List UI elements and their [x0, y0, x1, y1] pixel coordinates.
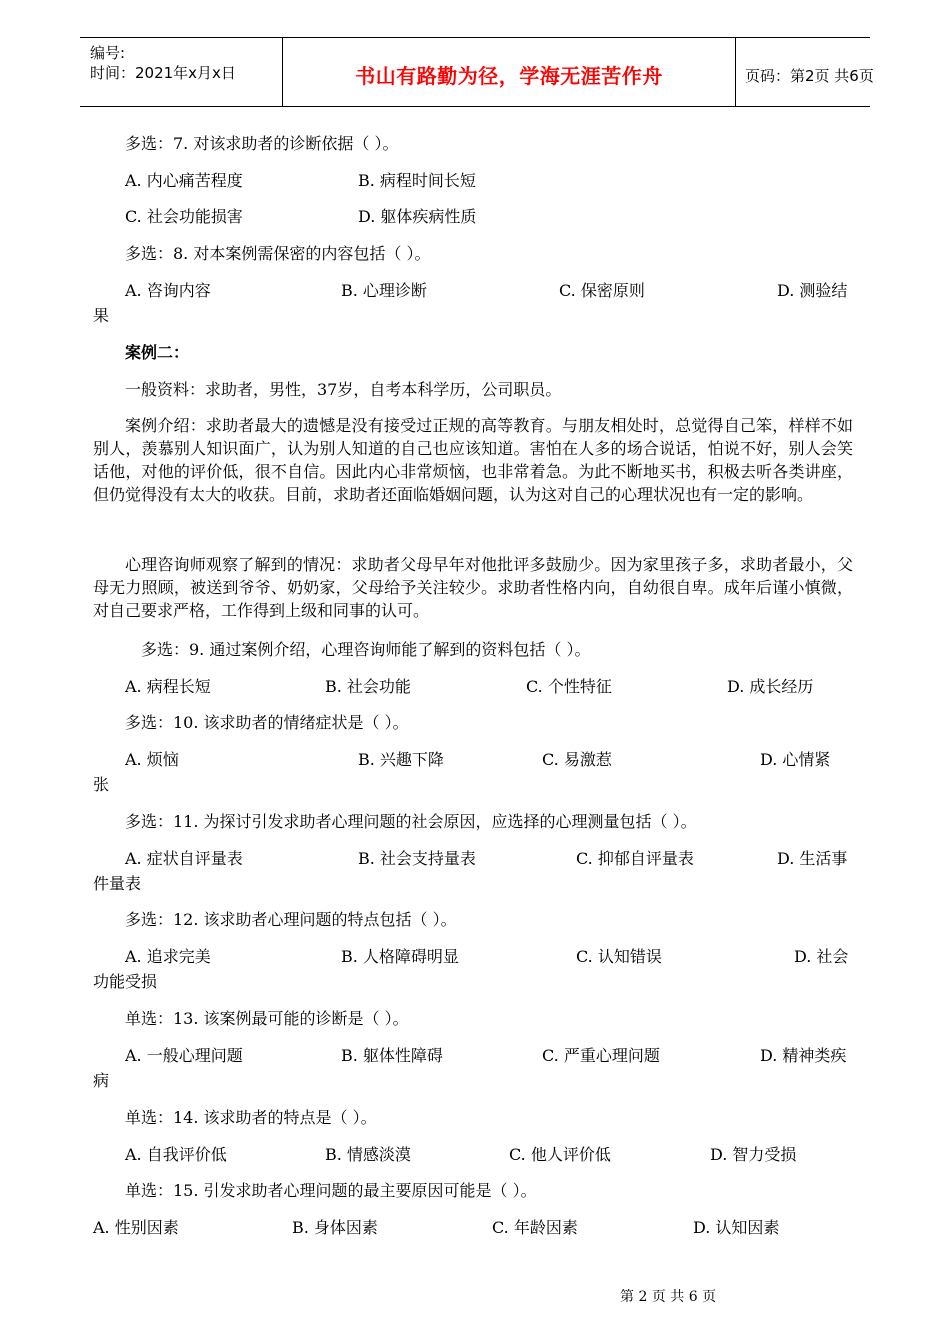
number-label: 编号: — [90, 44, 126, 62]
question-14-option-a: A. 自我评价低 — [125, 1145, 227, 1164]
question-13-option-d-wrap: 病 — [93, 1071, 110, 1090]
date-label: 时间：2021年x月x日 — [90, 64, 236, 82]
question-13-stem: 单选：13. 该案例最可能的诊断是（ ）。 — [125, 1009, 409, 1028]
question-12-option-d-wrap: 功能受损 — [93, 972, 158, 991]
question-13-option-c: C. 严重心理问题 — [542, 1046, 660, 1065]
question-8-stem: 多选：8. 对本案例需保密的内容包括（ ）。 — [125, 244, 431, 263]
question-14-option-c: C. 他人评价低 — [509, 1145, 611, 1164]
question-8-option-d-wrap: 果 — [93, 306, 110, 325]
question-13-option-b: B. 躯体性障碍 — [341, 1046, 443, 1065]
case-2-general-info: 一般资料：求助者，男性，37岁，自考本科学历，公司职员。 — [125, 380, 562, 399]
question-13-option-d: D. 精神类疾 — [760, 1046, 847, 1065]
question-14-option-b: B. 情感淡漠 — [325, 1145, 411, 1164]
question-9-option-a: A. 病程长短 — [125, 677, 211, 696]
case-2-observation: 心理咨询师观察了解到的情况：求助者父母早年对他批评多鼓励少。因为家里孩子多，求助者最小，父母无力照顾，被送到爷爷、奶奶家，父母给予关注较少。求助者性格内向，自幼很自卑。成年后谨小慎微，对自己要求严格，工作得到上级和同事的认可。 — [93, 555, 853, 620]
question-9-option-d: D. 成长经历 — [727, 677, 814, 696]
question-8-option-b: B. 心理诊断 — [341, 281, 427, 300]
page-header — [80, 37, 874, 107]
question-8-option-c: C. 保密原则 — [559, 281, 645, 300]
question-7-option-c: C. 社会功能损害 — [125, 207, 243, 226]
page-label: 页码：第2页 共6页 — [745, 67, 874, 85]
question-10-option-b: B. 兴趣下降 — [358, 750, 444, 769]
question-15-stem: 单选：15. 引发求助者心理问题的最主要原因可能是（ ）。 — [125, 1181, 537, 1200]
question-15-option-a: A. 性别因素 — [93, 1218, 179, 1237]
question-9-option-c: C. 个性特征 — [526, 677, 612, 696]
question-11-option-d-wrap: 件量表 — [93, 874, 142, 893]
question-11-option-c: C. 抑郁自评量表 — [576, 849, 694, 868]
question-9-option-b: B. 社会功能 — [325, 677, 411, 696]
question-11-option-a: A. 症状自评量表 — [125, 849, 243, 868]
question-11-option-b: B. 社会支持量表 — [358, 849, 476, 868]
question-12-stem: 多选：12. 该求助者心理问题的特点包括（ ）。 — [125, 910, 457, 929]
question-14-option-d: D. 智力受损 — [710, 1145, 797, 1164]
case-2-introduction: 案例介绍：求助者最大的遗憾是没有接受过正规的高等教育。与朋友相处时，总觉得自己笨，样样不如别人，羡慕别人知识面广，认为别人知道的自己也应该知道。害怕在人多的场合说话，怕说不好，别人会笑话他，对他的评价低，很不自信。因此内心非常烦恼，也非常着急。为此不断地买书，积极去听各类讲座，但仍觉得没有太大的收获。目前，求助者还面临婚姻问题，认为这对自己的心理状况也有一定的影响。 — [93, 416, 853, 504]
question-12-option-d: D. 社会 — [794, 947, 849, 966]
case-2-title: 案例二： — [125, 343, 190, 362]
question-8-option-a: A. 咨询内容 — [125, 281, 211, 300]
question-12-option-b: B. 人格障碍明显 — [341, 947, 459, 966]
question-11-option-d: D. 生活事 — [777, 849, 848, 868]
header-info-cell — [80, 38, 282, 106]
question-15-option-d: D. 认知因素 — [693, 1218, 780, 1237]
question-12-option-c: C. 认知错误 — [576, 947, 662, 966]
question-7-stem: 多选：7. 对该求助者的诊断依据（ ）。 — [125, 134, 399, 153]
question-10-option-d: D. 心情紧 — [760, 750, 831, 769]
header-motto-cell — [282, 38, 736, 106]
question-10-option-c: C. 易激惹 — [542, 750, 612, 769]
question-12-option-a: A. 追求完美 — [125, 947, 211, 966]
question-13-option-a: A. 一般心理问题 — [125, 1046, 243, 1065]
question-15-option-b: B. 身体因素 — [292, 1218, 378, 1237]
question-11-stem: 多选：11. 为探讨引发求助者心理问题的社会原因，应选择的心理测量包括（ ）。 — [125, 812, 697, 831]
motto-text: 书山有路勤为径，学海无涯苦作舟 — [355, 64, 663, 88]
question-7-option-b: B. 病程时间长短 — [358, 171, 476, 190]
question-10-option-a: A. 烦恼 — [125, 750, 179, 769]
question-15-option-c: C. 年龄因素 — [492, 1218, 578, 1237]
question-7-option-d: D. 躯体疾病性质 — [358, 207, 477, 226]
question-8-option-d: D. 测验结 — [777, 281, 848, 300]
question-9-stem: 多选：9. 通过案例介绍，心理咨询师能了解到的资料包括（ ）。 — [141, 640, 591, 659]
question-10-stem: 多选：10. 该求助者的情绪症状是（ ）。 — [125, 713, 409, 732]
page-footer: 第 2 页 共 6 页 — [620, 1289, 717, 1305]
header-page-cell — [735, 38, 874, 106]
question-14-stem: 单选：14. 该求助者的特点是（ ）。 — [125, 1108, 377, 1127]
question-10-option-d-wrap: 张 — [93, 775, 110, 794]
question-7-option-a: A. 内心痛苦程度 — [125, 171, 243, 190]
